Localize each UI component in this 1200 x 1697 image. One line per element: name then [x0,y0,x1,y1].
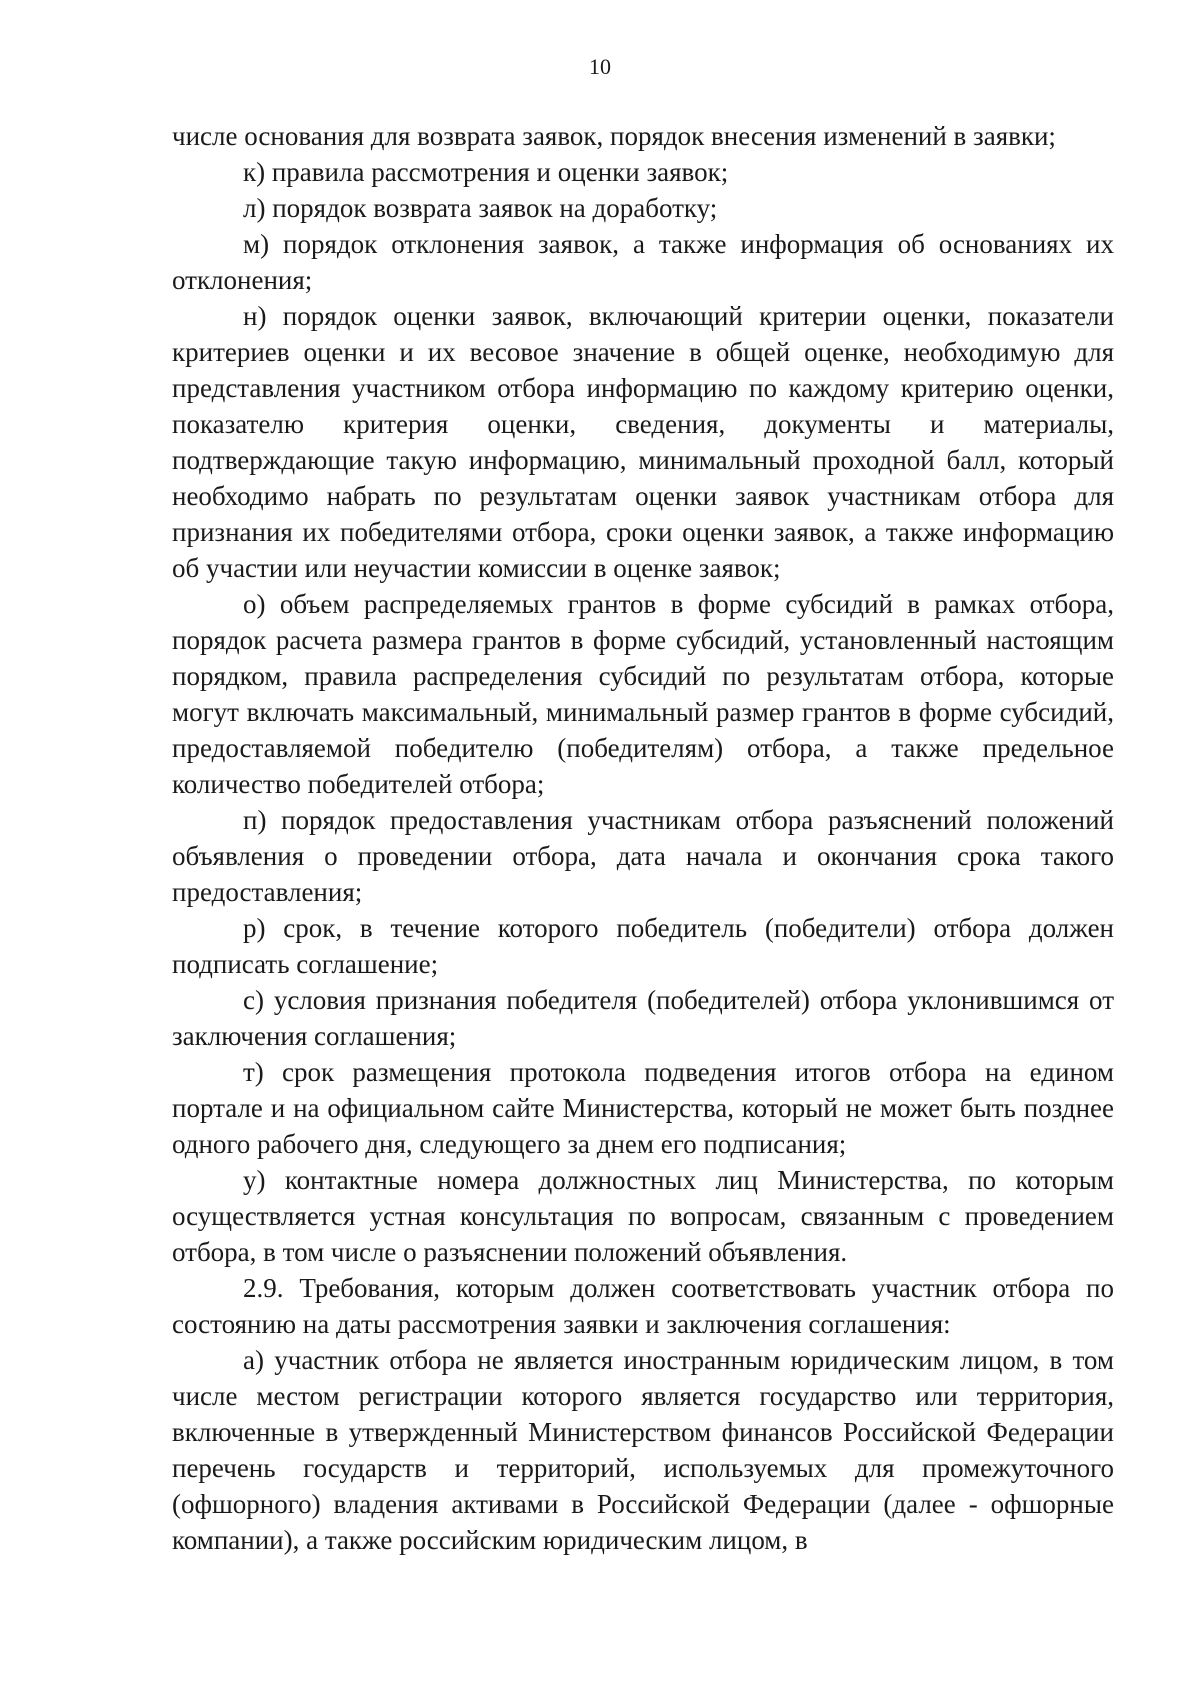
paragraph: н) порядок оценки заявок, включающий критерии оценки, показатели критериев оценки и их весовое значение в общей оценке, необходимую для представления участником отбора информацию по каждому критерию оценки, показателю критерия оценки, сведения, документы и материалы, подтверждающие такую информацию, минимальный проходной балл, который необходимо набрать по результатам оценки заявок участникам отбора для признания их победителями отбора, сроки оценки заявок, а также информацию об участии или неучастии комиссии в оценке заявок; [172,301,1114,583]
paragraph: л) порядок возврата заявок на доработку; [243,193,718,223]
document-body [172,118,1114,1558]
paragraph: о) объем распределяемых грантов в форме субсидий в рамках отбора, порядок расчета размера грантов в форме субсидий, установленный настоящим порядком, правила распределения субсидий по результатам отбора, которые могут включать максимальный, минимальный размер грантов в форме субсидий, предоставляемой победителю (победителям) отбора, а также предельное количество победителей отбора; [172,589,1114,799]
paragraph: т) срок размещения протокола подведения итогов отбора на едином портале и на официальном сайте Министерства, который не может быть позднее одного рабочего дня, следующего за днем его подписания; [172,1057,1114,1159]
paragraph: м) порядок отклонения заявок, а также информация об основаниях их отклонения; [172,229,1114,295]
continued-paragraph: числе основания для возврата заявок, порядок внесения изменений в заявки; [172,121,1056,151]
paragraph: р) срок, в течение которого победитель (победители) отбора должен подписать соглашение; [172,913,1114,979]
paragraph: к) правила рассмотрения и оценки заявок; [243,157,729,187]
paragraph: у) контактные номера должностных лиц Министерства, по которым осуществляется устная консультация по вопросам, связанным с проведением отбора, в том числе о разъяснении положений объявления. [172,1165,1114,1267]
paragraph: п) порядок предоставления участникам отбора разъяснений положений объявления о проведении отбора, дата начала и окончания срока такого предоставления; [172,805,1114,907]
paragraph: 2.9. Требования, которым должен соответствовать участник отбора по состоянию на даты рассмотрения заявки и заключения соглашения: [172,1273,1114,1339]
page-number: 10 [589,54,611,79]
paragraph: с) условия признания победителя (победителей) отбора уклонившимся от заключения соглашения; [172,985,1114,1051]
paragraph: а) участник отбора не является иностранным юридическим лицом, в том числе местом регистрации которого является государство или территория, включенные в утвержденный Министерством финансов Российской Федерации перечень государств и территорий, используемых для промежуточного (офшорного) владения активами в Российской Федерации (далее - офшорные компании), а также российским юридическим лицом, в [172,1345,1114,1555]
